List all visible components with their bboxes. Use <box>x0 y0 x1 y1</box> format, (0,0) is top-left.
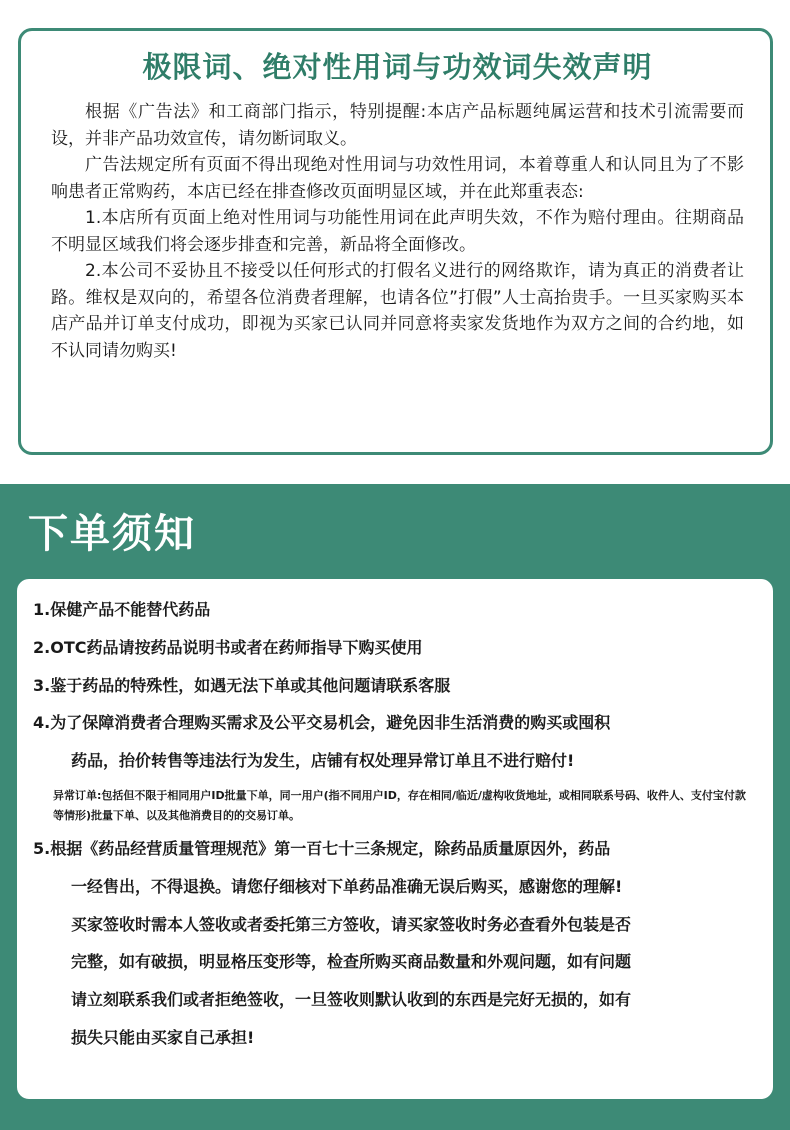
disclaimer-title: 极限词、绝对性用词与功效词失效声明 <box>142 50 653 84</box>
notice-item-continued: 请立刻联系我们或者拒绝签收，一旦签收则默认收到的东西是完好无损的，如有 <box>71 990 632 1010</box>
notice-item: 3.鉴于药品的特殊性，如遇无法下单或其他问题请联系客服 <box>33 675 451 695</box>
notice-item-continued: 买家签收时需本人签收或者委托第三方签收，请买家签收时务必查看外包装是否 <box>71 914 632 934</box>
notice-item-continued: 损失只能由买家自己承担! <box>71 1027 255 1047</box>
notice-item-continued: 完整，如有破损，明显格压变形等，检查所购买商品数量和外观问题，如有问题 <box>71 952 632 972</box>
notice-item-continued: 药品，抬价转售等违法行为发生，店铺有权处理异常订单且不进行赔付! <box>71 751 575 771</box>
disclaimer-section <box>0 0 790 484</box>
abnormal-order-note: 异常订单:包括但不限于相同用户ID批量下单，同一用户(指不同用户ID，存在相同/临近/虚构收货地址，或相同联系号码、收件人、支付宝付款等情形)批量下单、以及其他消费目的的交易订单。 <box>53 788 746 822</box>
notice-item-continued: 一经售出，不得退换。请您仔细核对下单药品准确无误后购买，感谢您的理解! <box>71 876 623 896</box>
order-notice-title: 下单须知 <box>28 511 196 557</box>
notice-item: 5.根据《药品经营质量管理规范》第一百七十三条规定，除药品质量原因外，药品 <box>33 838 611 858</box>
notice-item: 2.OTC药品请按药品说明书或者在药师指导下购买使用 <box>33 637 423 657</box>
order-notice-section <box>0 484 790 1130</box>
disclaimer-paragraph: 2.本公司不妥协且不接受以任何形式的打假名义进行的网络欺诈，请为真正的消费者让路。维权是双向的，希望各位消费者理解，也请各位”打假”人士高抬贵手。一旦买家购买本店产品并订单支付成功，即视为买家已认同并同意将卖家发货地作为双方之间的合约地，如不认同请勿购买! <box>51 261 744 361</box>
disclaimer-paragraph: 根据《广告法》和工商部门指示，特别提醒:本店产品标题纯属运营和技术引流需要而设，并非产品功效宣传，请勿断词取义。 <box>51 102 744 149</box>
notice-item: 4.为了保障消费者合理购买需求及公平交易机会，避免因非生活消费的购买或囤积 <box>33 713 611 733</box>
notice-item: 1.保健产品不能替代药品 <box>33 600 211 619</box>
disclaimer-paragraph: 广告法规定所有页面不得出现绝对性用词与功效性用词，本着尊重人和认同且为了不影响患者正常购药，本店已经在排查修改页面明显区域，并在此郑重表态: <box>51 155 744 202</box>
disclaimer-box <box>18 28 773 455</box>
disclaimer-paragraph: 1.本店所有页面上绝对性用词与功能性用词在此声明失效，不作为赔付理由。往期商品不明显区域我们将会逐步排查和完善，新品将全面修改。 <box>51 208 744 255</box>
order-notice-box <box>17 579 773 1099</box>
